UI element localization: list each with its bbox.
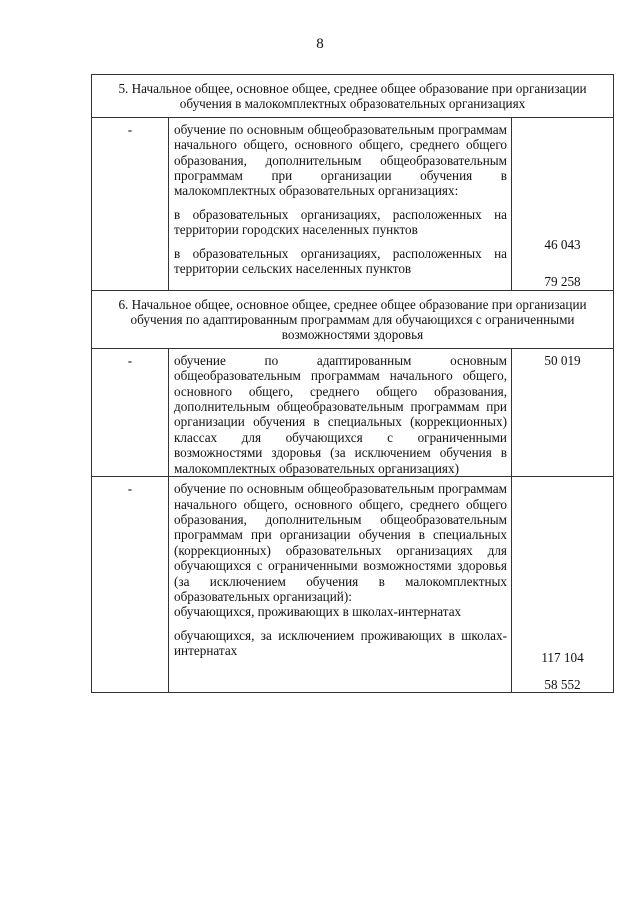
row-description (169, 477, 512, 693)
value-urban: 46 043 (544, 236, 581, 252)
section-6-header: 6. Начальное общее, основное общее, среднее общее образование при организации обучения по адаптированным программам для обучающихся с ограниченными возможностями здоровья (92, 290, 614, 348)
value-rural: 79 258 (544, 274, 581, 290)
subitem-text-boarding: обучающихся, проживающих в школах-интернатах (174, 604, 462, 620)
table-row (92, 117, 614, 290)
subitem-text-rural: в образовательных организациях, расположенных на территории сельских населенных пунктов (174, 245, 507, 277)
row-values (512, 117, 614, 290)
subitem-text-urban: в образовательных организациях, расположенных на территории городских населенных пунктов (174, 206, 507, 238)
row-dash: - (92, 348, 169, 476)
row-intro-text: обучение по основным общеобразовательным программам начального общего, основного общего, среднего общего образования, дополнительным общеобразовательным программам при организации обучения в специальных (коррекционных) образовательных организациях для обучающихся с ограниченными возможностями здоровья (за исключением обучения в малокомплектных образовательных организаций): (174, 481, 507, 604)
section-header-row (92, 290, 614, 348)
table-row (92, 348, 614, 476)
row-intro-text: обучение по основным общеобразовательным программам начального общего, основного общего, среднего общего образования, дополнительным общеобразовательным программам при организации обучения в малокомплектных образовательных организациях: (174, 121, 507, 199)
row-dash: - (92, 477, 169, 693)
row-description (169, 117, 512, 290)
section-header-row (92, 75, 614, 118)
row-description (169, 348, 512, 476)
row-value: 50 019 (512, 348, 614, 476)
section-5-header: 5. Начальное общее, основное общее, среднее общее образование при организации обучения в малокомплектных образовательных организациях (92, 75, 614, 118)
row-values (512, 477, 614, 693)
row-text: обучение по адаптированным основным общеобразовательным программам начального общего, основного общего, среднего общего образования, дополнительным общеобразовательным программам при организации обучения в специальных (коррекционных) классах для обучающихся с ограниченными возможностями здоровья (за исключением обучения в малокомплектных образовательных организациях) (174, 352, 507, 476)
table-row (92, 477, 614, 693)
subitem-text-nonboarding: обучающихся, за исключением проживающих в школах-интернатах (174, 627, 507, 659)
tariff-table (91, 74, 614, 693)
value-boarding: 117 104 (541, 650, 584, 666)
row-dash: - (92, 117, 169, 290)
page-number: 8 (316, 36, 324, 52)
value-nonboarding: 58 552 (544, 676, 581, 692)
